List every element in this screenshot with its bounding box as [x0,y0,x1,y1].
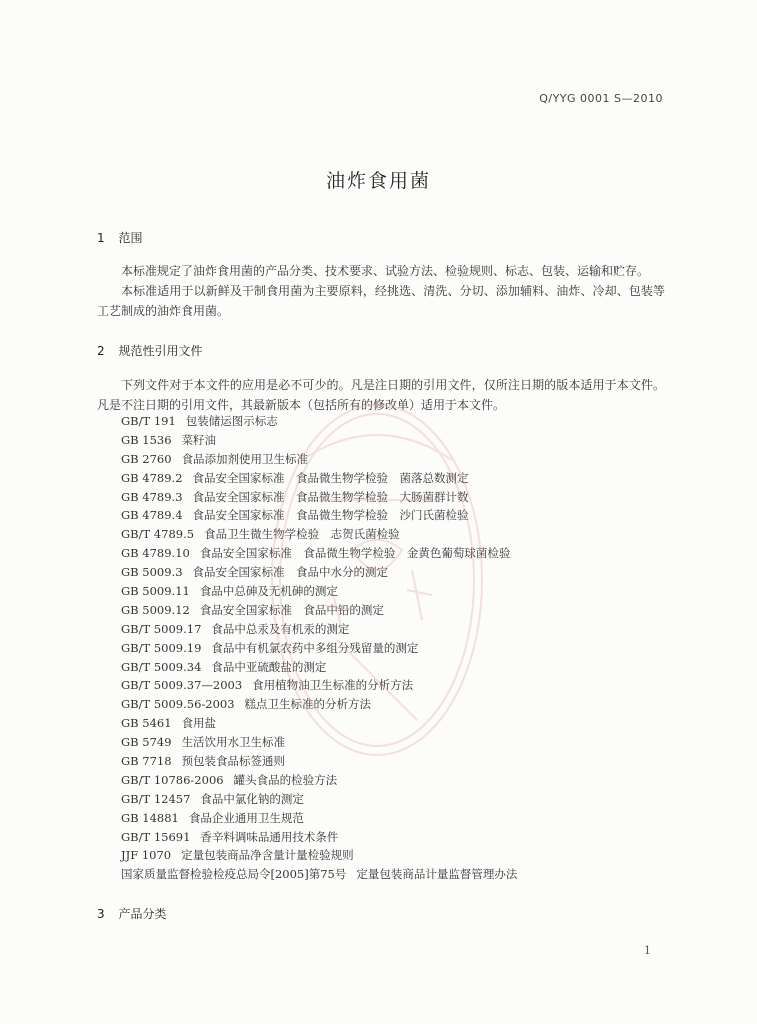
reference-code: GB 5009.3 [121,565,183,580]
section-2-heading [97,342,202,359]
document-code: Q/YYG 0001 S—2010 [539,92,663,105]
reference-code: GB 14881 [121,810,179,825]
reference-code: GB/T 191 [121,414,176,428]
reference-code: GB 4789.2 [121,470,183,485]
reference-title: 包装储运图示标志 [185,414,278,428]
reference-item [121,752,517,771]
reference-code: GB/T 10786-2006 [121,772,224,787]
reference-title: 食品安全国家标准 食品微生物学检验 菌落总数测定 [192,470,469,485]
reference-code: GB 5009.11 [121,584,190,599]
reference-item [121,639,517,658]
reference-item [121,412,517,431]
reference-title: 食品企业通用卫生规范 [188,810,304,825]
reference-item [121,865,517,884]
reference-item [121,563,517,582]
reference-item [121,714,517,733]
reference-item [121,506,517,525]
reference-item [121,846,517,865]
reference-code: GB/T 5009.56-2003 [121,697,235,712]
reference-item [121,790,517,809]
reference-title: 食品卫生微生物学检验 志贺氏菌检验 [204,527,400,542]
section-number: 1 [97,231,105,245]
reference-title: 食品安全国家标准 食品微生物学检验 大肠菌群计数 [192,489,469,504]
scope-paragraph-1: 本标准规定了油炸食用菌的产品分类、技术要求、试验方法、检验规则、标志、包装、运输和贮存。 [121,264,650,278]
reference-title: 食品中有机氯农药中多组分残留量的测定 [211,640,419,655]
reference-item [121,431,517,450]
reference-item [121,828,517,847]
document-title: 油炸食用菌 [325,170,431,192]
scope-paragraph-2: 本标准适用于以新鲜及干制食用菌为主要原料，经挑选、清洗、分切、添加辅料、油炸、冷却、包装等工艺制成的油炸食用菌。 [97,284,665,318]
section-number: 2 [97,344,105,358]
reference-title: 食用植物油卫生标准的分析方法 [252,678,414,693]
reference-title: 食品添加剂使用卫生标准 [181,451,309,466]
reference-title: 食品安全国家标准 食品微生物学检验 沙门氏菌检验 [192,508,469,523]
reference-code: 国家质量监督检验检疫总局令[2005]第75号 [121,867,347,882]
reference-title: 菜籽油 [181,432,217,447]
reference-item [121,620,517,639]
reference-title: 食用盐 [181,716,217,731]
reference-code: GB 5009.12 [121,602,190,617]
reference-item [121,450,517,469]
reference-code: GB/T 4789.5 [121,527,195,542]
reference-item [121,525,517,544]
reference-title: 食品中总砷及无机砷的测定 [199,584,338,599]
normative-intro-paragraph: 下列文件对于本文件的应用是必不可少的。凡是注日期的引用文件，仅所注日期的版本适用于本文件。凡是不注日期的引用文件，其最新版本（包括所有的修改单）适用于本文件。 [97,378,665,412]
reference-title: 预包装食品标签通则 [181,754,286,769]
reference-code: GB/T 12457 [121,791,191,806]
reference-code: GB 1536 [121,432,172,447]
reference-item [121,544,517,563]
section-number: 3 [97,907,105,921]
reference-title: 食品中亚硫酸盐的测定 [211,659,327,674]
reference-item [121,771,517,790]
reference-code: JJF 1070 [121,848,172,863]
reference-title: 罐头食品的检验方法 [233,772,338,787]
reference-code: GB/T 5009.19 [121,640,202,655]
reference-code: GB 2760 [121,451,172,466]
reference-item [121,658,517,677]
reference-code: GB 4789.10 [121,546,190,561]
reference-item [121,695,517,714]
reference-title: 食品安全国家标准 食品中水分的测定 [192,565,389,580]
reference-title: 糕点卫生标准的分析方法 [244,697,372,712]
reference-code: GB/T 5009.34 [121,659,202,674]
section-1-heading [97,229,142,246]
reference-item [121,488,517,507]
reference-code: GB/T 15691 [121,829,191,844]
reference-title: 食品安全国家标准 食品微生物学检验 金黄色葡萄球菌检验 [199,546,511,561]
reference-title: 生活饮用水卫生标准 [181,735,286,750]
reference-code: GB 4789.4 [121,508,183,523]
reference-item [121,469,517,488]
reference-code: GB 5461 [121,716,172,731]
section-title: 范围 [118,231,143,245]
section-title: 产品分类 [118,907,167,921]
section-title: 规范性引用文件 [118,344,203,358]
reference-title: 香辛料调味品通用技术条件 [200,829,339,844]
reference-title: 食品中氯化钠的测定 [200,791,304,806]
reference-code: GB 7718 [121,754,172,769]
reference-title: 定量包装商品计量监督管理办法 [356,867,518,882]
reference-item [121,809,517,828]
reference-code: GB/T 5009.37—2003 [121,678,243,693]
page-number: 1 [644,944,651,957]
reference-item [121,676,517,695]
reference-code: GB 4789.3 [121,489,183,504]
reference-item [121,582,517,601]
reference-title: 食品中总汞及有机汞的测定 [211,621,350,636]
reference-item [121,733,517,752]
reference-code: GB/T 5009.17 [121,621,202,636]
reference-title: 定量包装商品净含量计量检验规则 [181,848,354,863]
reference-code: GB 5749 [121,735,172,750]
reference-title: 食品安全国家标准 食品中铅的测定 [199,602,384,617]
section-3-heading [97,905,166,922]
reference-item [121,601,517,620]
reference-list [121,412,517,884]
